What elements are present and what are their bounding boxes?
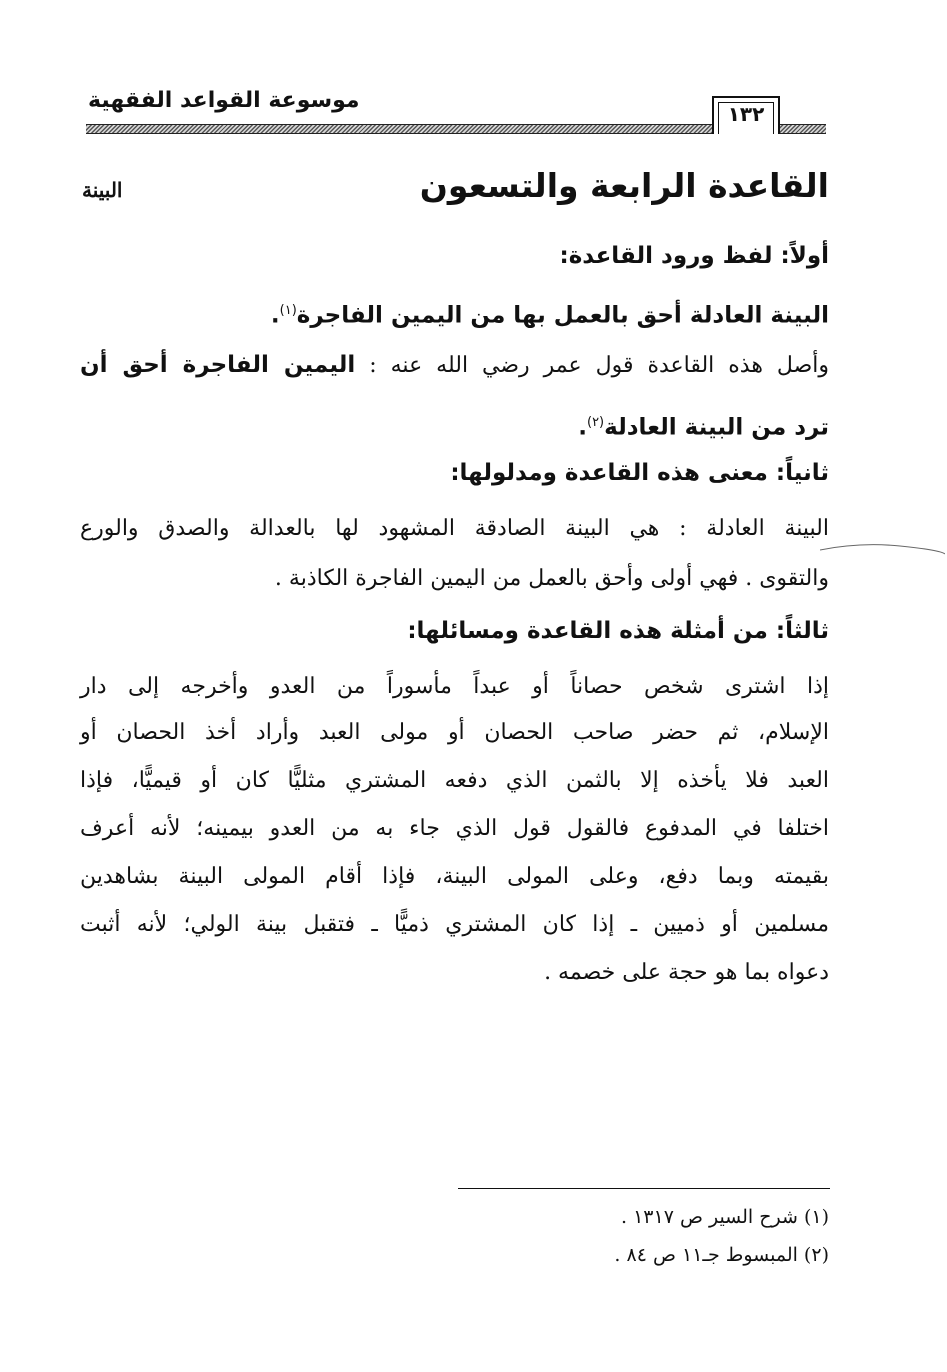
footnote-ref-2: (٢)	[586, 415, 605, 430]
example-line-2: الإسلام، ثم حضر صاحب الحصان أو مولى العبد وأراد أخذ الحصان أو	[80, 720, 829, 745]
meaning-line-2: والتقوى . فهي أولى وأحق بالعمل من اليمين الفاجرة الكاذبة .	[274, 566, 829, 591]
book-title: موسوعة القواعد الفقهية	[88, 88, 360, 113]
origin-line-2	[80, 404, 829, 447]
example-line-7: دعواه بما هو حجة على خصمه .	[544, 960, 829, 985]
footnote-separator	[458, 1188, 830, 1189]
section-heading-3: ثالثاً: من أمثلة هذه القاعدة ومسائلها:	[407, 618, 829, 644]
rule-text-end: .	[270, 302, 280, 329]
origin-line-2-end: .	[578, 414, 587, 441]
section-heading-2: ثانياً: معنى هذه القاعدة ومدلولها:	[450, 460, 829, 486]
footnote-1: (١) شرح السير ص ١٣١٧ .	[620, 1206, 829, 1228]
rule-keyword: البينة	[82, 178, 123, 202]
footnote-ref-1: (١)	[279, 303, 297, 318]
section-heading-1: أولاً: لفظ ورود القاعدة:	[559, 243, 829, 269]
page-number: ١٣٢	[727, 102, 765, 126]
rule-text-body: البينة العادلة أحق بالعمل بها من اليمين الفاجرة	[296, 302, 829, 329]
page-number-box	[712, 96, 780, 134]
example-line-6: مسلمين أو ذميين ـ إذا كان المشتري ذميًّا ـ فتقبل بينة الولي؛ لأنه أثبت	[80, 912, 829, 937]
rule-title: القاعدة الرابعة والتسعون	[419, 166, 829, 205]
rule-text	[80, 292, 829, 335]
scan-artifact-mark	[820, 540, 945, 558]
example-line-5: بقيمته وبما دفع، وعلى المولى البينة، فإذا أقام المولى البينة بشاهدين	[80, 864, 829, 889]
origin-line-2-bold: ترد من البينة العادلة	[604, 414, 829, 441]
origin-line-1	[80, 346, 829, 385]
meaning-line-1: البينة العادلة : هي البينة الصادقة المشهود لها بالعدالة والصدق والورع	[80, 516, 829, 541]
footnote-2: (٢) المبسوط جـ١١ ص ٨٤ .	[614, 1244, 829, 1266]
example-line-1: إذا اشترى شخص حصاناً أو عبداً مأسوراً من العدو وأخرجه إلى دار	[80, 674, 829, 699]
origin-line-1-bold: اليمين الفاجرة أحق أن	[80, 352, 356, 378]
origin-line-1-normal: وأصل هذه القاعدة قول عمر رضي الله عنه :	[369, 353, 829, 378]
example-line-3: العبد فلا يأخذه إلا بالثمن الذي دفعه المشتري مثليًّا كان أو قيميًّا، فإذا	[80, 768, 829, 793]
example-line-4: اختلفا في المدفوع فالقول قول الذي جاء به من العدو بيمينه؛ لأنه أعرف	[80, 816, 829, 841]
